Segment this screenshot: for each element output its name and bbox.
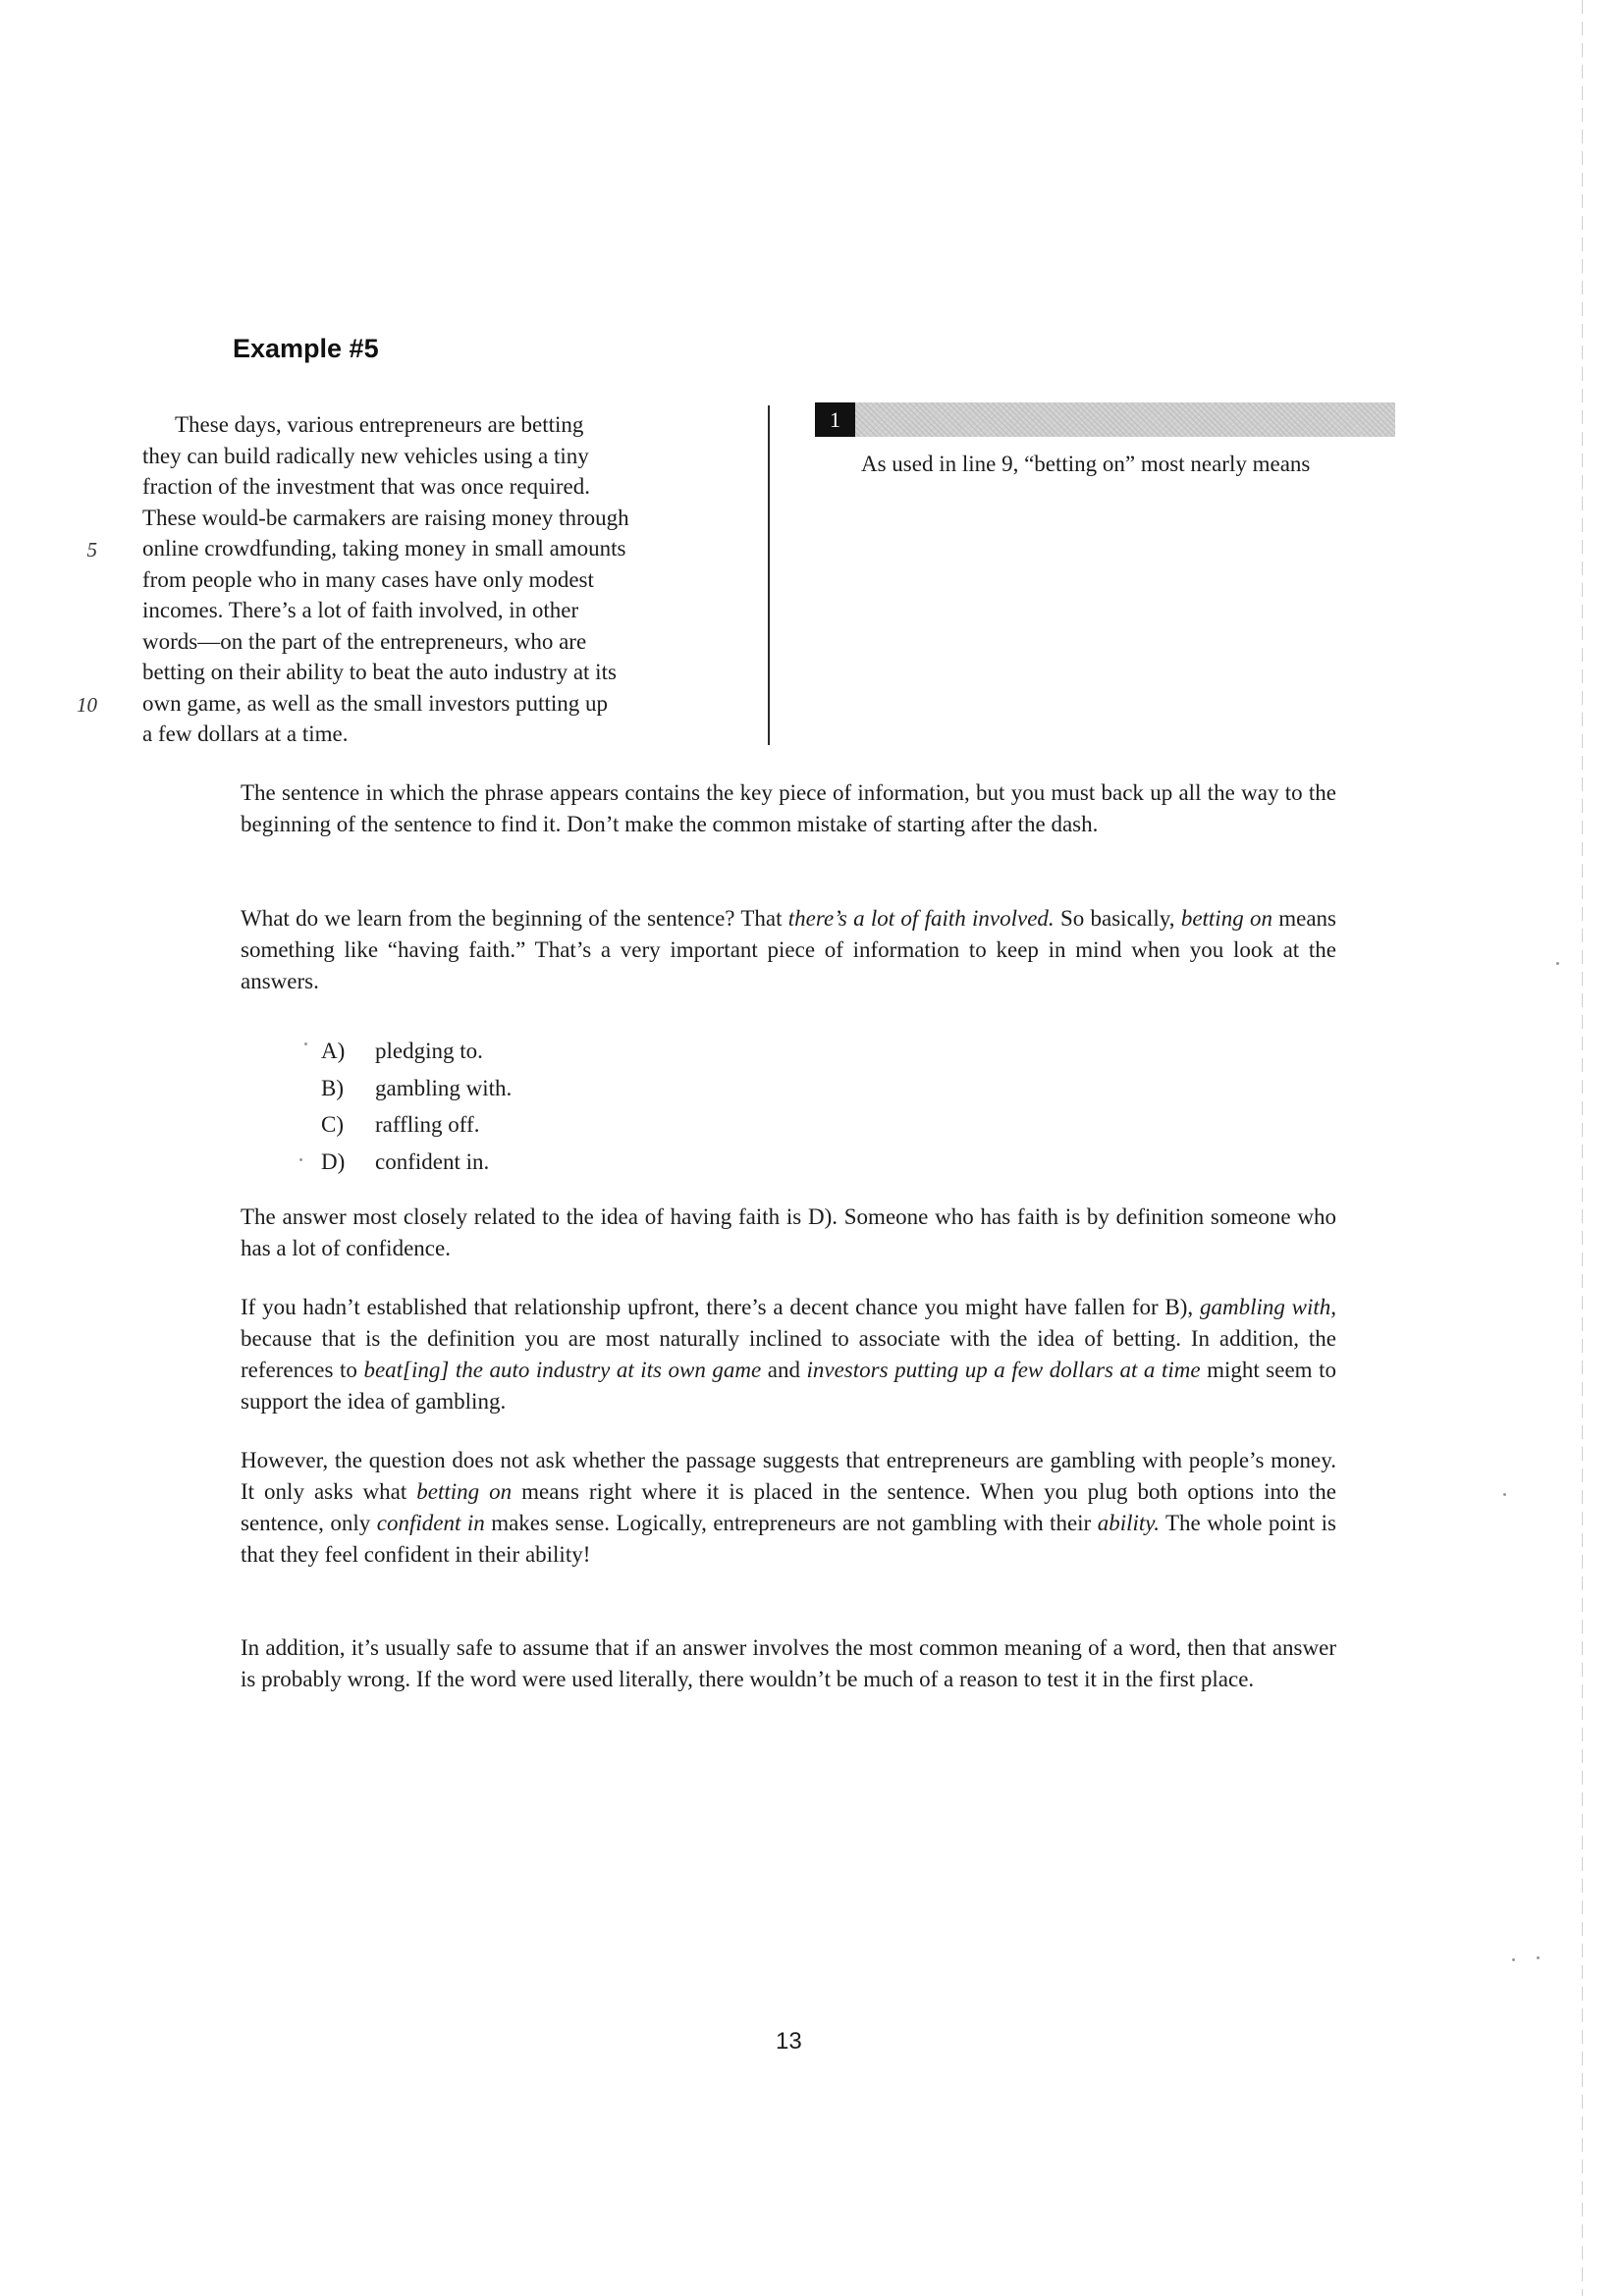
page-number: 13 xyxy=(776,2028,802,2055)
passage-line xyxy=(142,626,722,658)
passage-line-text: These days, various entrepreneurs are betting xyxy=(175,412,584,437)
column-divider xyxy=(768,405,770,745)
choice-text: confident in. xyxy=(375,1148,490,1174)
passage-line-text: they can build radically new vehicles using a tiny xyxy=(142,443,589,468)
choice-letter: D) xyxy=(321,1148,346,1174)
passage-line xyxy=(142,441,722,472)
explanation-paragraph-5 xyxy=(241,1445,1336,1571)
text-run: So basically, xyxy=(1054,906,1181,931)
passage-line-text: fraction of the investment that was once required. xyxy=(142,474,591,499)
text-run: might seem to support the idea of gambling. xyxy=(241,1358,1336,1414)
passage-line xyxy=(142,657,722,688)
passage-line-text: words—on the part of the entrepreneurs, who are xyxy=(142,628,587,654)
emphasis-text: betting on xyxy=(1180,906,1272,931)
answer-choice-d xyxy=(321,1144,512,1181)
line-number: 5 xyxy=(86,538,97,561)
text-run: What do we learn from the beginning of the sentence? That xyxy=(241,906,788,931)
text-run: and xyxy=(761,1358,807,1382)
question-stem: As used in line 9, “betting on” most nearly means xyxy=(861,452,1311,476)
choice-text: pledging to. xyxy=(375,1039,483,1063)
explanation-paragraph-4 xyxy=(241,1292,1336,1417)
text-run: If you hadn’t established that relationship upfront, there’s a decent chance you might have fallen for B), xyxy=(241,1295,1200,1319)
question-header-bar xyxy=(815,402,1395,437)
text-run: However, the question does not ask whether the passage suggests that entrepreneurs are gambling with people’s money. It only asks what xyxy=(241,1448,1336,1504)
explanation-paragraph-6: In addition, it’s usually safe to assume that if an answer involves the most common meaning of a word, then that answer is probably wrong. If the word were used literally, there wouldn’t be much of a reason to test it in the first place. xyxy=(241,1635,1336,1691)
text-run: means something like “having faith.” That’s a very important piece of information to keep in mind when you look at the answers. xyxy=(241,906,1336,993)
example-title: Example #5 xyxy=(233,334,379,363)
choice-text: gambling with. xyxy=(375,1075,513,1100)
emphasis-text: investors putting up a few dollars at a time xyxy=(806,1358,1201,1382)
passage-line-text: a few dollars at a time. xyxy=(142,721,349,746)
emphasis-text: betting on xyxy=(416,1479,513,1504)
scan-speck xyxy=(1537,1956,1540,1959)
passage-line xyxy=(142,719,722,750)
passage-line xyxy=(86,533,722,564)
answer-choices xyxy=(321,1033,512,1180)
passage-line xyxy=(77,688,722,720)
choice-letter: C) xyxy=(321,1112,344,1137)
text-run: The whole point is that they feel confident in their ability! xyxy=(241,1511,1336,1567)
explanation-paragraph-3: The answer most closely related to the idea of having faith is D). Someone who has faith is by definition someone who has a lot of confidence. xyxy=(241,1204,1336,1260)
passage-line xyxy=(142,409,722,441)
passage-line-text: own game, as well as the small investors putting up xyxy=(142,690,608,716)
choice-text: raffling off. xyxy=(375,1112,480,1137)
text-run: because that is the definition you are most naturally inclined to associate with the idea of betting. In addition, the references to xyxy=(241,1326,1336,1382)
passage-line-text: online crowdfunding, taking money in small amounts xyxy=(142,536,626,561)
reading-passage xyxy=(77,409,722,750)
scan-speck xyxy=(299,1158,302,1161)
line-number: 10 xyxy=(77,692,97,717)
scan-speck xyxy=(1556,962,1559,965)
page-edge-line xyxy=(1582,0,1583,2296)
explanation-paragraph-2 xyxy=(241,903,1336,997)
text-run: makes sense. Logically, entrepreneurs are not gambling with their xyxy=(484,1511,1098,1535)
passage-line-text: from people who in many cases have only modest xyxy=(142,566,594,592)
question-number-box: 1 xyxy=(815,402,855,437)
passage-line xyxy=(142,564,722,596)
answer-choice-a xyxy=(321,1033,512,1070)
emphasis-text: gambling with, xyxy=(1199,1295,1336,1319)
scan-speck xyxy=(1503,1493,1506,1496)
answer-choice-c xyxy=(321,1106,512,1144)
emphasis-text: beat[ing] the auto industry at its own game xyxy=(363,1358,762,1382)
passage-line xyxy=(142,595,722,626)
passage-line-text: These would-be carmakers are raising money through xyxy=(142,505,629,530)
choice-letter: A) xyxy=(321,1039,346,1063)
text-run: means right where it is placed in the sentence. When you plug both options into the sentence, only xyxy=(241,1479,1336,1535)
explanation-paragraph-1: The sentence in which the phrase appears contains the key piece of information, but you must back up all the way to the beginning of the sentence to find it. Don’t make the common mistake of starting after the dash. xyxy=(241,780,1336,836)
emphasis-text: confident in xyxy=(376,1511,485,1535)
scan-speck xyxy=(1512,1958,1515,1961)
passage-line-text: incomes. There’s a lot of faith involved, in other xyxy=(142,598,579,622)
passage-line xyxy=(142,471,722,503)
emphasis-text: ability. xyxy=(1097,1511,1160,1535)
scan-speck xyxy=(304,1042,307,1045)
passage-line-text: betting on their ability to beat the auto industry at its xyxy=(142,660,617,684)
emphasis-text: there’s a lot of faith involved. xyxy=(787,906,1055,931)
choice-letter: B) xyxy=(321,1075,344,1100)
answer-choice-b xyxy=(321,1070,512,1107)
passage-line xyxy=(142,503,722,534)
